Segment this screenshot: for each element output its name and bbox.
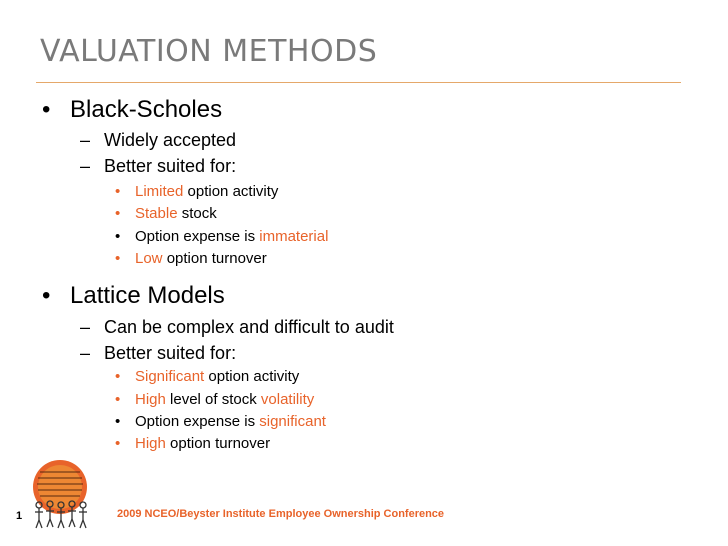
- item-significant-option-activity: • Significant option activity: [115, 368, 300, 385]
- item-low-option-turnover: • Low option turnover: [115, 250, 267, 267]
- sub-bullet-complex-audit: – Can be complex and difficult to audit: [80, 317, 394, 337]
- slide-title: VALUATION METHODS: [40, 34, 378, 69]
- section-heading-lattice-models: • Lattice Models: [42, 282, 225, 309]
- item-high-option-turnover: • High option turnover: [115, 435, 271, 452]
- item-stable-stock: • Stable stock: [115, 205, 217, 222]
- item-high-volatility: • High level of stock volatility: [115, 391, 315, 408]
- item-option-expense-significant: • Option expense is significant: [115, 413, 326, 430]
- footer-conference-name: 2009 NCEO/Beyster Institute Employee Ownership Conference: [117, 508, 445, 520]
- item-limited-option-activity: • Limited option activity: [115, 183, 279, 200]
- sub-bullet-better-suited: – Better suited for:: [80, 156, 237, 176]
- section-heading-black-scholes: • Black-Scholes: [42, 96, 223, 123]
- sub-bullet-widely-accepted: – Widely accepted: [80, 130, 237, 150]
- item-option-expense-immaterial: • Option expense is immaterial: [115, 228, 329, 245]
- page-number: 1: [16, 510, 23, 522]
- conference-logo-icon: [30, 459, 90, 531]
- sub-bullet-better-suited-2: – Better suited for:: [80, 343, 237, 363]
- title-divider: [36, 82, 681, 83]
